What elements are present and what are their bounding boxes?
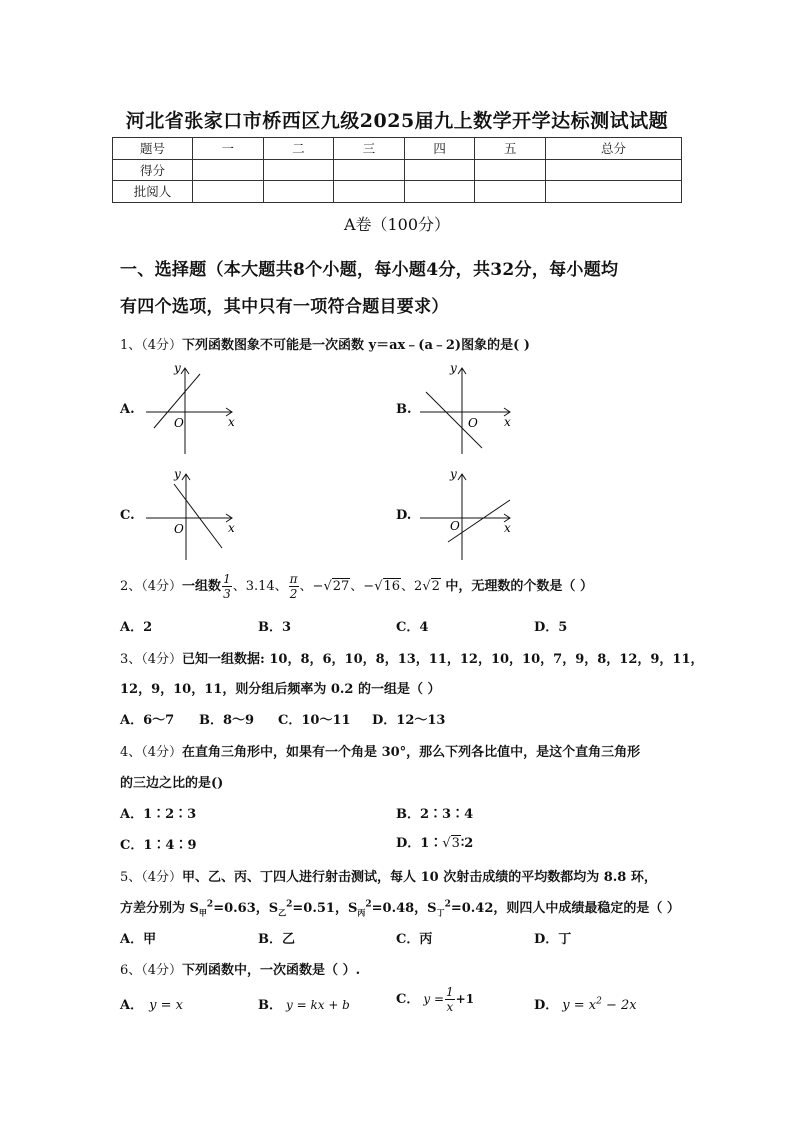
paper-section-title: A卷（100分）	[343, 215, 451, 234]
subscript: 丙	[357, 907, 366, 918]
fraction-numerator: 1	[446, 985, 454, 999]
question-text: 中，无理数的个数是（ ）	[440, 579, 593, 594]
subscript: 乙	[278, 907, 287, 918]
function-line	[174, 484, 222, 548]
score-table-input-cell	[263, 181, 334, 203]
origin-label: O	[468, 416, 478, 430]
superscript: 2	[206, 899, 214, 910]
question-3-line1	[120, 648, 704, 667]
fraction-denominator: 3	[223, 587, 231, 601]
score-table-input-cell	[475, 159, 546, 181]
x-axis-label: x	[504, 415, 511, 429]
question-number: 5、（4分）	[120, 870, 183, 885]
option-d	[534, 994, 637, 1013]
score-table-cell: 三	[334, 138, 405, 160]
option-label: C．	[396, 992, 420, 1007]
question-text: 已知一组数据: 10，8，6，10，8，13，11，12，10，10，7，9，8，12，9，11，	[182, 652, 704, 667]
fraction-pi-half	[289, 573, 299, 600]
option-b: B．2∶3∶4	[396, 807, 474, 822]
question-5-line2	[120, 897, 680, 919]
subscript: 甲	[198, 907, 207, 918]
score-table-input-cell	[546, 181, 682, 203]
y-axis-label: y	[174, 467, 181, 481]
x-axis-label: x	[228, 415, 235, 429]
score-table-input-cell	[193, 181, 264, 203]
option-a: A．1∶2∶3	[120, 807, 197, 822]
option-a-label: A.	[120, 402, 135, 417]
score-table-input-cell	[263, 159, 334, 181]
option-text: D．1∶	[396, 836, 443, 851]
question-4-line2: 的三边之比的是()	[120, 776, 224, 791]
question-1	[120, 334, 530, 353]
number-text: 、−	[299, 579, 324, 594]
option-d: D．12～13	[372, 713, 446, 728]
option-expression: y = x	[562, 998, 597, 1013]
question-text: =0.48，S	[371, 901, 437, 916]
score-table-header-row	[113, 138, 682, 160]
option-label: A．	[120, 998, 144, 1013]
option-c: C．1∶4∶9	[120, 838, 197, 853]
option-expression: − 2x	[601, 998, 637, 1013]
score-table-input-cell	[404, 159, 475, 181]
option-d-label: D.	[396, 508, 412, 523]
score-table-input-cell	[475, 181, 546, 203]
option-a	[120, 994, 183, 1013]
option-b: B．乙	[258, 932, 295, 947]
score-table-cell: 题号	[113, 138, 193, 160]
superscript: 2	[286, 899, 293, 910]
number-text: 、3.14、	[232, 579, 288, 594]
question-number: 6、（4分）	[120, 963, 183, 978]
graph-a	[140, 360, 250, 460]
option-label: B．	[258, 998, 282, 1013]
question-number: 3、（4分）	[120, 652, 183, 667]
y-axis-label: y	[450, 361, 457, 375]
fraction-numerator: π	[289, 572, 298, 586]
origin-label: O	[174, 416, 184, 430]
option-c-label: C.	[120, 508, 135, 523]
radicand: 16	[383, 579, 401, 594]
option-c: C．10～11	[278, 713, 351, 728]
radicand: 2	[431, 579, 440, 594]
sqrt-3: √3	[442, 836, 460, 851]
fraction-denominator: 2	[289, 587, 298, 601]
subscript: 丁	[436, 907, 445, 918]
document-title: 河北省张家口市桥西区九级2025届九上数学开学达标测试试题	[125, 110, 669, 132]
option-expression: +1	[455, 992, 475, 1006]
question-text: =0.51，S	[292, 901, 358, 916]
question-text: 下列函数中，一次函数是（ ）.	[182, 963, 361, 978]
option-b: B．3	[258, 620, 292, 635]
option-c	[396, 986, 474, 1013]
question-text: 一组数	[182, 579, 222, 594]
question-number: 2、（4分）	[120, 579, 183, 594]
fraction-one-over-x	[445, 986, 455, 1013]
option-expression: y = x	[149, 998, 183, 1013]
score-table-cell: 批阅人	[113, 181, 193, 203]
number-text: 、−	[350, 579, 375, 594]
score-table-row	[113, 159, 682, 181]
question-number: 4、（4分）	[120, 745, 183, 760]
section-heading-line2: 有四个选项，其中只有一项符合题目要求）	[120, 297, 449, 317]
question-number: 1、（4分）	[120, 338, 183, 353]
option-a: A．6～7	[120, 713, 175, 728]
option-d	[396, 832, 473, 851]
sqrt-2: √2	[422, 579, 440, 594]
score-table-cell: 二	[263, 138, 334, 160]
option-text: ∶2	[460, 836, 474, 851]
origin-label: O	[174, 522, 184, 536]
x-axis-label: x	[228, 521, 235, 535]
score-table-input-cell	[193, 159, 264, 181]
sqrt-27: √27	[323, 579, 350, 594]
option-label: D．	[534, 998, 559, 1013]
graph-d	[414, 466, 524, 566]
section-heading-line1: 一、选择题（本大题共8个小题，每小题4分，共32分，每小题均	[120, 260, 619, 280]
option-b: B．8～9	[199, 713, 255, 728]
x-axis-label: x	[504, 521, 511, 535]
question-text: =0.42，则四人中成绩最稳定的是（ ）	[450, 901, 680, 916]
question-4-line1	[120, 741, 640, 760]
option-b	[258, 994, 350, 1013]
option-expression: y = kx + b	[286, 998, 350, 1012]
score-table-cell: 四	[404, 138, 475, 160]
score-table-cell: 总分	[546, 138, 682, 160]
question-2	[120, 570, 593, 604]
option-b-label: B.	[396, 402, 412, 417]
y-axis-label: y	[450, 467, 457, 481]
radicand: 3	[451, 836, 460, 851]
superscript: 2	[444, 899, 451, 910]
number-text: 、2	[401, 579, 423, 594]
superscript: 2	[596, 996, 602, 1007]
score-table-input-cell	[334, 181, 405, 203]
superscript: 2	[365, 899, 372, 910]
score-table-cell: 得分	[113, 159, 193, 181]
question-6	[120, 959, 360, 978]
sqrt-16: √16	[374, 579, 401, 594]
score-table	[112, 137, 682, 203]
option-d: D．丁	[534, 932, 572, 947]
option-a: A．2	[120, 620, 153, 635]
radicand: 27	[332, 579, 350, 594]
option-a: A．甲	[120, 932, 157, 947]
option-c: C．4	[396, 620, 429, 635]
option-d: D．5	[534, 620, 568, 635]
question-text: =0.63，S	[213, 901, 279, 916]
score-table-input-cell	[546, 159, 682, 181]
graph-b	[414, 360, 524, 460]
score-table-cell: 一	[193, 138, 264, 160]
option-expression: y =	[423, 992, 445, 1006]
option-c: C．丙	[396, 932, 433, 947]
score-table-input-cell	[334, 159, 405, 181]
question-text: 甲、乙、丙、丁四人进行射击测试，每人 10 次射击成绩的平均数都均为 8.8 环，	[182, 870, 657, 885]
question-3-line2: 12，9，10，11，则分组后频率为 0.2 的一组是（ ）	[120, 682, 441, 697]
question-5-line1	[120, 866, 657, 885]
question-text: 方差分别为 S	[120, 901, 199, 916]
origin-label: O	[450, 519, 460, 533]
score-table-input-cell	[404, 181, 475, 203]
fraction-numerator: 1	[223, 572, 231, 586]
question-text: 下列函数图象不可能是一次函数 y＝ax﹣(a﹣2)图象的是( )	[182, 338, 530, 353]
score-table-cell: 五	[475, 138, 546, 160]
graph-c	[140, 466, 250, 566]
fraction-denominator: x	[446, 1000, 454, 1014]
score-table-row	[113, 181, 682, 203]
question-text: 在直角三角形中，如果有一个角是 30°，那么下列各比值中，是这个直角三角形	[182, 745, 641, 760]
fraction-one-third	[222, 573, 232, 600]
y-axis-label: y	[174, 361, 181, 375]
